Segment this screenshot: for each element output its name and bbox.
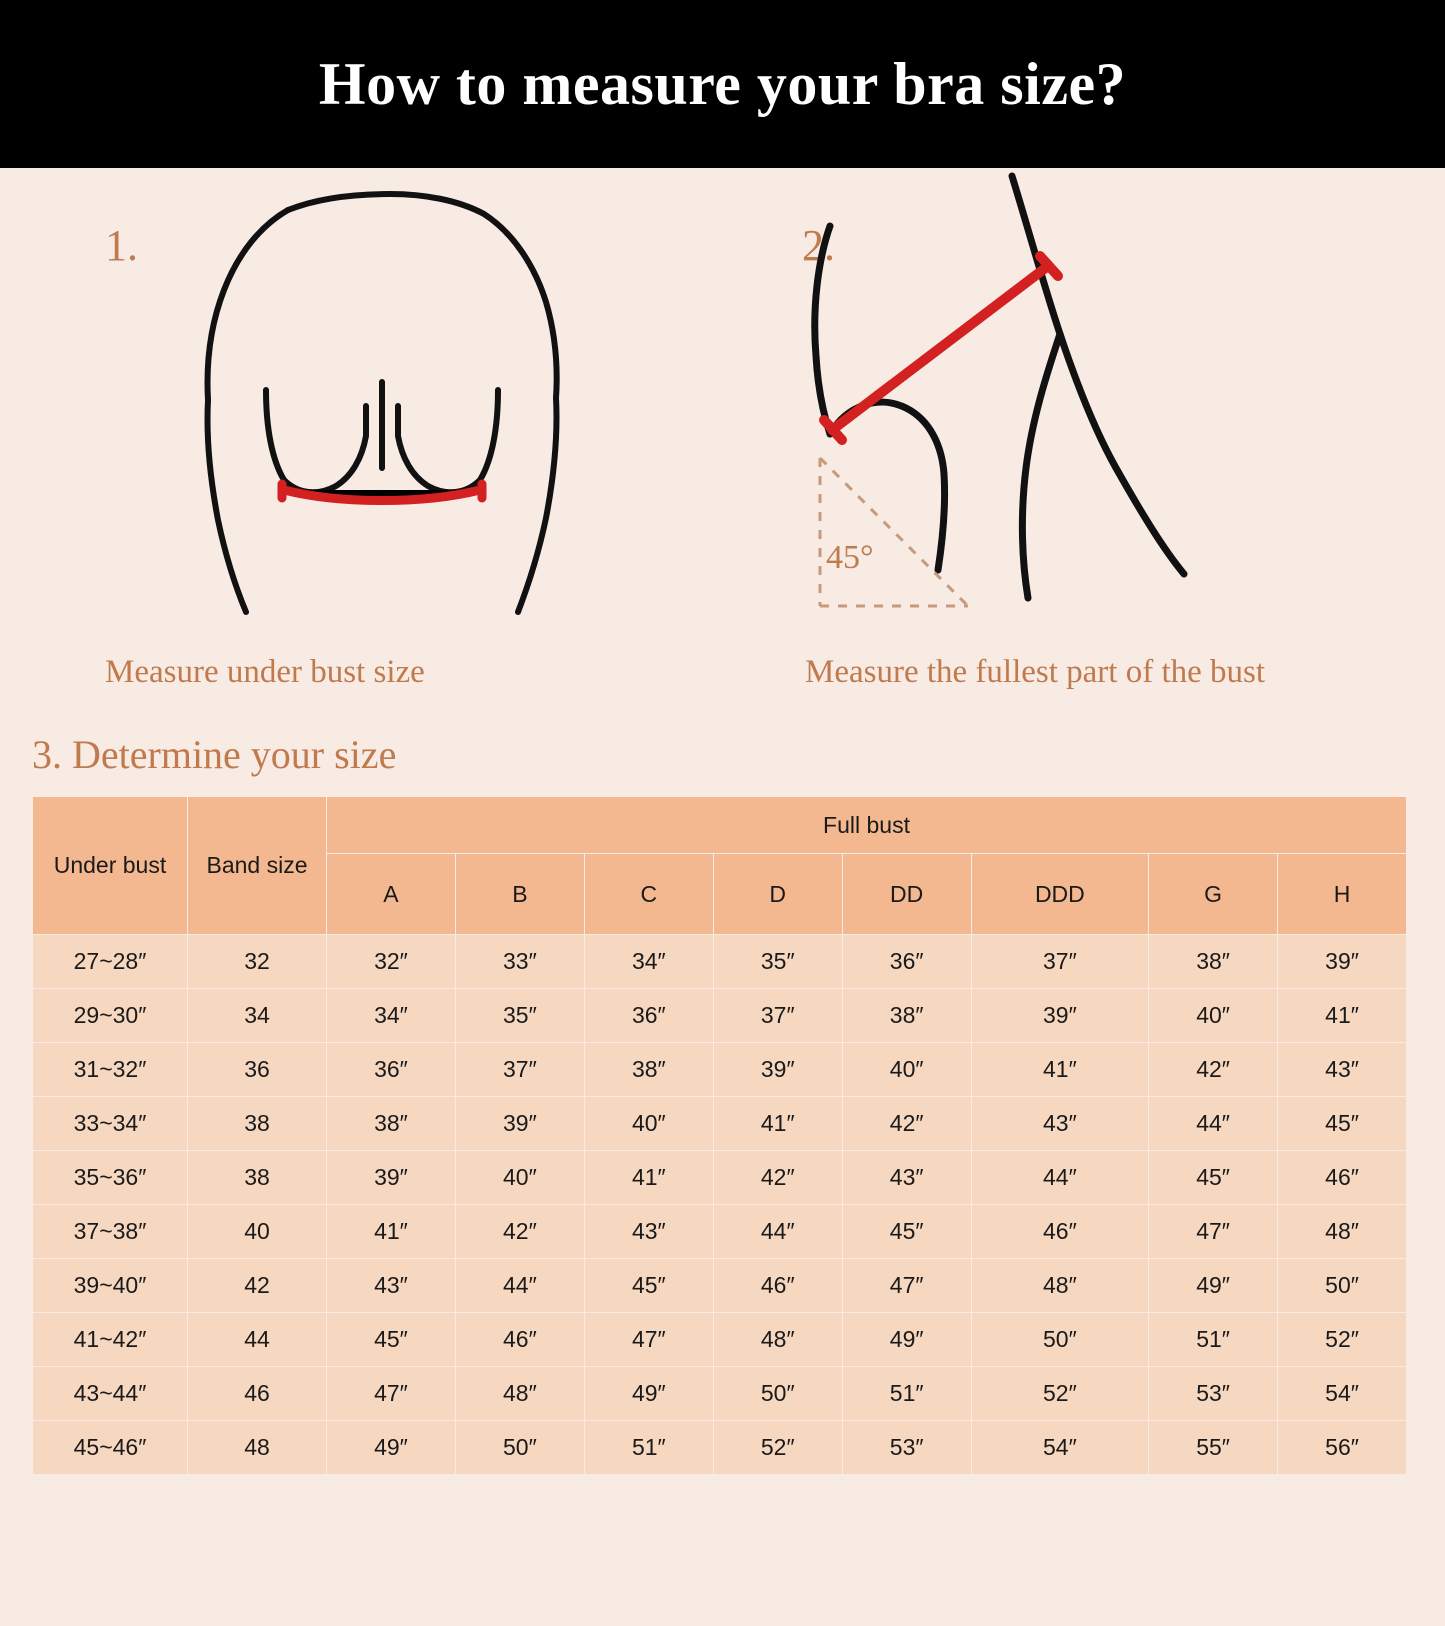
- cell-cup-d: 44″: [713, 1205, 842, 1259]
- cell-cup-b: 44″: [455, 1259, 584, 1313]
- table-row: [33, 1313, 1407, 1367]
- cell-cup-g: 42″: [1149, 1043, 1278, 1097]
- cell-under-bust: 37~38″: [33, 1205, 188, 1259]
- cell-cup-b: 37″: [455, 1043, 584, 1097]
- cell-cup-d: 35″: [713, 935, 842, 989]
- cell-cup-ddd: 46″: [971, 1205, 1149, 1259]
- cell-cup-c: 51″: [584, 1421, 713, 1475]
- cell-cup-b: 46″: [455, 1313, 584, 1367]
- cell-cup-ddd: 44″: [971, 1151, 1149, 1205]
- col-group-full-bust: Full bust: [327, 797, 1407, 854]
- cell-cup-ddd: 37″: [971, 935, 1149, 989]
- cup-header-d: D: [713, 854, 842, 935]
- step-1-figure: [60, 168, 740, 638]
- cell-cup-h: 39″: [1278, 935, 1407, 989]
- cell-cup-c: 49″: [584, 1367, 713, 1421]
- cell-band-size: 34: [188, 989, 327, 1043]
- cup-header-b: B: [455, 854, 584, 935]
- cell-cup-dd: 45″: [842, 1205, 971, 1259]
- cell-cup-dd: 36″: [842, 935, 971, 989]
- cell-cup-h: 56″: [1278, 1421, 1407, 1475]
- col-band-size: Band size: [188, 797, 327, 935]
- cell-under-bust: 29~30″: [33, 989, 188, 1043]
- cup-header-g: G: [1149, 854, 1278, 935]
- cell-cup-dd: 43″: [842, 1151, 971, 1205]
- cell-cup-ddd: 48″: [971, 1259, 1149, 1313]
- angle-label: 45°: [826, 539, 874, 576]
- cell-cup-dd: 51″: [842, 1367, 971, 1421]
- cell-under-bust: 41~42″: [33, 1313, 188, 1367]
- cell-cup-b: 39″: [455, 1097, 584, 1151]
- cell-cup-ddd: 43″: [971, 1097, 1149, 1151]
- cell-under-bust: 33~34″: [33, 1097, 188, 1151]
- cell-cup-h: 52″: [1278, 1313, 1407, 1367]
- table-row: [33, 1043, 1407, 1097]
- cell-cup-b: 35″: [455, 989, 584, 1043]
- cell-cup-a: 38″: [327, 1097, 456, 1151]
- cell-band-size: 38: [188, 1097, 327, 1151]
- cell-cup-h: 54″: [1278, 1367, 1407, 1421]
- cell-cup-c: 43″: [584, 1205, 713, 1259]
- table-body: [33, 935, 1407, 1475]
- cell-cup-dd: 53″: [842, 1421, 971, 1475]
- cell-cup-b: 33″: [455, 935, 584, 989]
- cell-cup-ddd: 39″: [971, 989, 1149, 1043]
- cell-cup-c: 41″: [584, 1151, 713, 1205]
- col-under-bust: Under bust: [33, 797, 188, 935]
- cup-header-c: C: [584, 854, 713, 935]
- cell-cup-h: 50″: [1278, 1259, 1407, 1313]
- cell-cup-b: 48″: [455, 1367, 584, 1421]
- table-head: [33, 797, 1407, 935]
- cell-cup-h: 46″: [1278, 1151, 1407, 1205]
- cell-cup-d: 50″: [713, 1367, 842, 1421]
- cell-cup-g: 49″: [1149, 1259, 1278, 1313]
- cell-cup-a: 45″: [327, 1313, 456, 1367]
- cell-cup-c: 47″: [584, 1313, 713, 1367]
- cell-cup-c: 40″: [584, 1097, 713, 1151]
- cell-under-bust: 27~28″: [33, 935, 188, 989]
- cell-cup-h: 45″: [1278, 1097, 1407, 1151]
- cell-cup-dd: 40″: [842, 1043, 971, 1097]
- cell-cup-ddd: 50″: [971, 1313, 1149, 1367]
- step-1-number: 1.: [105, 221, 138, 270]
- cell-cup-a: 41″: [327, 1205, 456, 1259]
- cup-header-h: H: [1278, 854, 1407, 935]
- cell-cup-h: 43″: [1278, 1043, 1407, 1097]
- cell-cup-h: 41″: [1278, 989, 1407, 1043]
- cell-cup-g: 40″: [1149, 989, 1278, 1043]
- cell-cup-d: 41″: [713, 1097, 842, 1151]
- cell-band-size: 46: [188, 1367, 327, 1421]
- cell-cup-dd: 47″: [842, 1259, 971, 1313]
- table-row: [33, 935, 1407, 989]
- torso-front-measure-icon: [60, 168, 700, 638]
- cell-cup-b: 40″: [455, 1151, 584, 1205]
- cell-under-bust: 45~46″: [33, 1421, 188, 1475]
- cell-cup-d: 48″: [713, 1313, 842, 1367]
- table-row: [33, 1421, 1407, 1475]
- cell-band-size: 44: [188, 1313, 327, 1367]
- cell-cup-a: 47″: [327, 1367, 456, 1421]
- table-head-row-1: [33, 797, 1407, 854]
- cup-header-a: A: [327, 854, 456, 935]
- cell-cup-a: 32″: [327, 935, 456, 989]
- cell-cup-dd: 42″: [842, 1097, 971, 1151]
- cell-cup-g: 45″: [1149, 1151, 1278, 1205]
- step-2: [740, 168, 1445, 693]
- cell-cup-h: 48″: [1278, 1205, 1407, 1259]
- cell-cup-ddd: 41″: [971, 1043, 1149, 1097]
- cell-cup-c: 38″: [584, 1043, 713, 1097]
- table-row: [33, 1205, 1407, 1259]
- cell-under-bust: 31~32″: [33, 1043, 188, 1097]
- page-title: How to measure your bra size?: [318, 50, 1127, 117]
- step-2-number: 2.: [802, 221, 835, 270]
- cell-cup-g: 55″: [1149, 1421, 1278, 1475]
- step-2-caption: Measure the fullest part of the bust: [805, 654, 1266, 690]
- cell-cup-g: 53″: [1149, 1367, 1278, 1421]
- cell-cup-a: 43″: [327, 1259, 456, 1313]
- cell-cup-a: 34″: [327, 989, 456, 1043]
- title-bar: [0, 0, 1445, 168]
- section-3-heading: 3. Determine your size: [32, 732, 397, 778]
- cell-cup-dd: 49″: [842, 1313, 971, 1367]
- step-2-figure: [760, 168, 1445, 638]
- cell-cup-d: 37″: [713, 989, 842, 1043]
- cell-cup-g: 47″: [1149, 1205, 1278, 1259]
- size-table: [32, 796, 1407, 1475]
- cell-cup-d: 46″: [713, 1259, 842, 1313]
- cell-under-bust: 35~36″: [33, 1151, 188, 1205]
- step-1: [0, 168, 740, 693]
- cell-cup-a: 39″: [327, 1151, 456, 1205]
- cell-cup-b: 50″: [455, 1421, 584, 1475]
- cell-cup-d: 52″: [713, 1421, 842, 1475]
- measure-line: [284, 490, 480, 501]
- table-row: [33, 1151, 1407, 1205]
- table-row: [33, 1097, 1407, 1151]
- cell-cup-b: 42″: [455, 1205, 584, 1259]
- cell-cup-g: 38″: [1149, 935, 1278, 989]
- table-row: [33, 1259, 1407, 1313]
- cell-band-size: 32: [188, 935, 327, 989]
- cell-cup-c: 36″: [584, 989, 713, 1043]
- cell-cup-a: 36″: [327, 1043, 456, 1097]
- cell-cup-c: 34″: [584, 935, 713, 989]
- cell-cup-g: 44″: [1149, 1097, 1278, 1151]
- table-row: [33, 989, 1407, 1043]
- cell-under-bust: 39~40″: [33, 1259, 188, 1313]
- cell-cup-ddd: 54″: [971, 1421, 1149, 1475]
- cell-cup-c: 45″: [584, 1259, 713, 1313]
- cell-band-size: 48: [188, 1421, 327, 1475]
- cup-header-ddd: DDD: [971, 854, 1149, 935]
- cell-cup-d: 39″: [713, 1043, 842, 1097]
- cell-cup-a: 49″: [327, 1421, 456, 1475]
- cell-cup-g: 51″: [1149, 1313, 1278, 1367]
- cell-cup-d: 42″: [713, 1151, 842, 1205]
- steps-row: [0, 168, 1445, 693]
- cell-band-size: 36: [188, 1043, 327, 1097]
- step-1-caption: Measure under bust size: [105, 654, 425, 690]
- cup-header-dd: DD: [842, 854, 971, 935]
- torso-side-measure-icon: [760, 168, 1400, 638]
- cell-cup-dd: 38″: [842, 989, 971, 1043]
- cell-band-size: 42: [188, 1259, 327, 1313]
- cell-under-bust: 43~44″: [33, 1367, 188, 1421]
- cell-band-size: 38: [188, 1151, 327, 1205]
- cell-band-size: 40: [188, 1205, 327, 1259]
- measure-line: [832, 266, 1048, 430]
- cell-cup-ddd: 52″: [971, 1367, 1149, 1421]
- table-row: [33, 1367, 1407, 1421]
